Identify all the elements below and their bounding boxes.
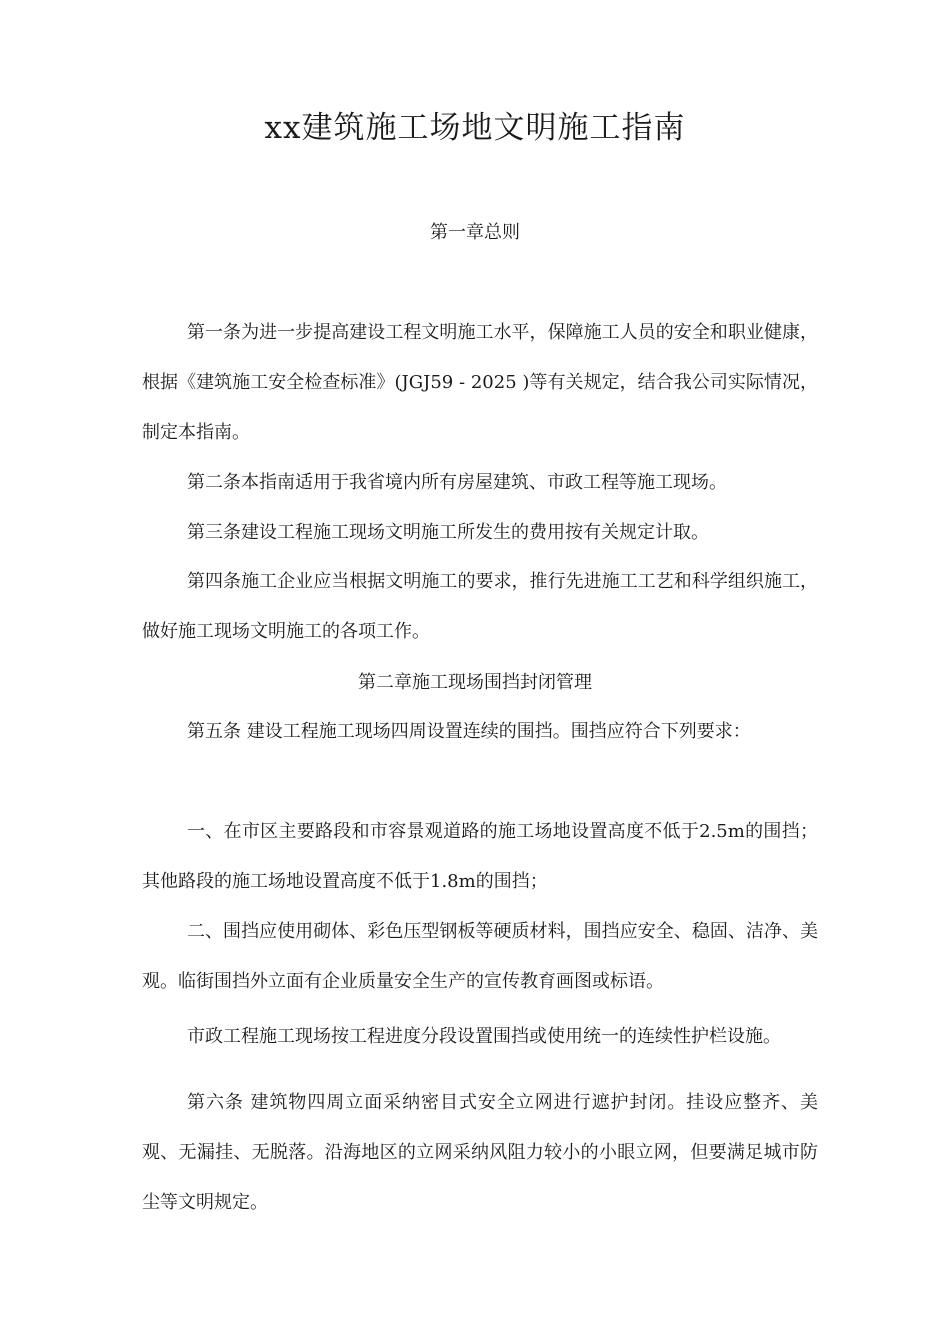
article-3: 第三条建设工程施工现场文明施工所发生的费用按有关规定计取。 [187, 522, 709, 543]
article-6: 第六条 建筑物四周立面采纳密目式安全立网进行遮护封闭。挂设应整齐、美观、无漏挂、无脱落。沿海地区的立网采纳风阻力较小的小眼立网，但要满足城市防尘等文明规定。 [142, 1092, 818, 1213]
chapter-heading-1: 第一章总则 [430, 222, 520, 243]
article-5-item-2: 二、围挡应使用砌体、彩色压型钢板等硬质材料，围挡应安全、稳固、洁净、美观。临街围挡外立面有企业质量安全生产的宣传教育画图或标语。 [142, 921, 818, 992]
article-2: 第二条本指南适用于我省境内所有房屋建筑、市政工程等施工现场。 [187, 472, 727, 493]
article-1: 第一条为进一步提高建设工程文明施工水平，保障施工人员的安全和职业健康，根据《建筑施工安全检查标准》(JGJ59 - 2025 )等有关规定，结合我公司实际情况，制定本指南。 [142, 322, 818, 443]
article-5: 第五条 建设工程施工现场四周设置连续的围挡。围挡应符合下列要求： [187, 721, 751, 742]
chapter-heading-2: 第二章施工现场围挡封闭管理 [358, 672, 592, 693]
article-4: 第四条施工企业应当根据文明施工的要求，推行先进施工工艺和科学组织施工，做好施工现场文明施工的各项工作。 [142, 571, 818, 642]
article-5-item-1: 一、在市区主要路段和市容景观道路的施工场地设置高度不低于2.5m的围挡；其他路段的施工场地设置高度不低于1.8m的围挡； [142, 821, 818, 892]
article-5-note: 市政工程施工现场按工程进度分段设置围挡或使用统一的连续性护栏设施。 [187, 1026, 781, 1047]
document-title: xx建筑施工场地文明施工指南 [264, 110, 686, 146]
